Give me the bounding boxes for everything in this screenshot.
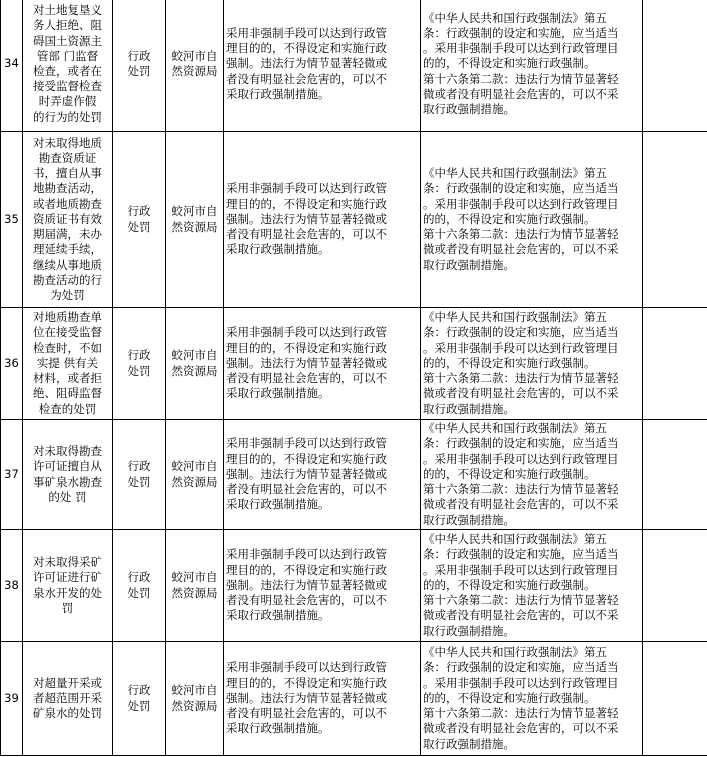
item-name: 对土地复垦义 务人拒绝、阻 碍国土资源主 管部 门监督 检查，或者在 接受监督检查 时弄虚作假 的行为的处罚 [23,0,113,132]
implementing-agency: 蛟河市自 然资源局 [166,420,224,530]
implementing-agency: 蛟河市自 然资源局 [166,530,224,642]
power-type: 行政 处罚 [113,420,166,530]
condition-text: 采用非强制手段可以达到行政管 理目的的，不得设定和实施行政 强制。违法行为情节显著轻微或 者没有明显社会危害的，可以不 采取行政强制措施。 [224,420,421,530]
condition-text: 采用非强制手段可以达到行政管 理目的的，不得设定和实施行政 强制。违法行为情节显著轻微或 者没有明显社会危害的，可以不 采取行政强制措施。 [224,0,421,132]
empty-cell [643,530,707,642]
row-number: 38 [1,530,23,642]
power-type: 行政 处罚 [113,530,166,642]
condition-text: 采用非强制手段可以达到行政管 理目的的，不得设定和实施行政 强制。违法行为情节显著轻微或 者没有明显社会危害的，可以不 采取行政强制措施。 [224,530,421,642]
row-number: 35 [1,132,23,308]
power-type: 行政 处罚 [113,0,166,132]
implementing-agency: 蛟河市自 然资源局 [166,0,224,132]
legal-basis: 《中华人民共和国行政强制法》第五 条：行政强制的设定和实施，应当适当 。采用非强制手段可以达到行政管理目 的的，不得设定和实施行政强制。 第十六条第二款：违法行为情节显著轻 微或者没有明显社会危害的，可以不采 取行政强制措施。 [421,132,643,308]
empty-cell [643,0,707,132]
legal-basis: 《中华人民共和国行政强制法》第五 条：行政强制的设定和实施，应当适当 。采用非强制手段可以达到行政管理目 的的，不得设定和实施行政强制。 第十六条第二款：违法行为情节显著轻 微或者没有明显社会危害的，可以不采 取行政强制措施。 [421,530,643,642]
row-number: 37 [1,420,23,530]
item-name: 对未取得采矿 许可证进行矿 泉水开发的处 罚 [23,530,113,642]
power-type: 行政 处罚 [113,132,166,308]
condition-text: 采用非强制手段可以达到行政管 理目的的，不得设定和实施行政 强制。违法行为情节显著轻微或 者没有明显社会危害的，可以不 采取行政强制措施。 [224,308,421,420]
table-row [1,420,707,530]
empty-cell [643,132,707,308]
power-type: 行政 处罚 [113,642,166,756]
item-name: 对超量开采或 者超范围开采 矿泉水的处罚 [23,642,113,756]
implementing-agency: 蛟河市自 然资源局 [166,132,224,308]
row-number: 36 [1,308,23,420]
condition-text: 采用非强制手段可以达到行政管 理目的的，不得设定和实施行政 强制。违法行为情节显著轻微或 者没有明显社会危害的，可以不 采取行政强制措施。 [224,132,421,308]
row-number: 39 [1,642,23,756]
legal-basis: 《中华人民共和国行政强制法》第五 条：行政强制的设定和实施，应当适当 。采用非强制手段可以达到行政管理目 的的，不得设定和实施行政强制。 第十六条第二款：违法行为情节显著轻 微或者没有明显社会危害的，可以不采 取行政强制措施。 [421,642,643,756]
legal-basis: 《中华人民共和国行政强制法》第五 条：行政强制的设定和实施，应当适当 。采用非强制手段可以达到行政管理目 的的，不得设定和实施行政强制。 第十六条第二款：违法行为情节显著轻 微或者没有明显社会危害的，可以不采 取行政强制措施。 [421,308,643,420]
item-name: 对未取得地质 勘查资质证 书，擅自从事 地勘查活动， 或者地质勘查 资质证书有效 期届满，未办 理延续手续， 继续从事地质 勘查活动的行 为处罚 [23,132,113,308]
table-row [1,132,707,308]
table-row [1,530,707,642]
table-row [1,308,707,420]
implementing-agency: 蛟河市自 然资源局 [166,308,224,420]
legal-basis: 《中华人民共和国行政强制法》第五 条：行政强制的设定和实施，应当适当 。采用非强制手段可以达到行政管理目 的的，不得设定和实施行政强制。 第十六条第二款：违法行为情节显著轻 微或者没有明显社会危害的，可以不采 取行政强制措施。 [421,420,643,530]
implementing-agency: 蛟河市自 然资源局 [166,642,224,756]
row-number: 34 [1,0,23,132]
legal-basis: 《中华人民共和国行政强制法》第五 条：行政强制的设定和实施，应当适当 。采用非强制手段可以达到行政管理目 的的，不得设定和实施行政强制。 第十六条第二款：违法行为情节显著轻 微或者没有明显社会危害的，可以不采 取行政强制措施。 [421,0,643,132]
power-type: 行政 处罚 [113,308,166,420]
item-name: 对未取得勘查 许可证擅自从 事矿泉水勘查 的处 罚 [23,420,113,530]
empty-cell [643,642,707,756]
table-row [1,0,707,132]
table-row [1,642,707,756]
empty-cell [643,420,707,530]
item-name: 对地质勘查单 位在接受监督 检查时，不如 实提 供有关 材料，或者拒 绝、阻碍监督 检查的处罚 [23,308,113,420]
condition-text: 采用非强制手段可以达到行政管 理目的的，不得设定和实施行政 强制。违法行为情节显著轻微或 者没有明显社会危害的，可以不 采取行政强制措施。 [224,642,421,756]
empty-cell [643,308,707,420]
